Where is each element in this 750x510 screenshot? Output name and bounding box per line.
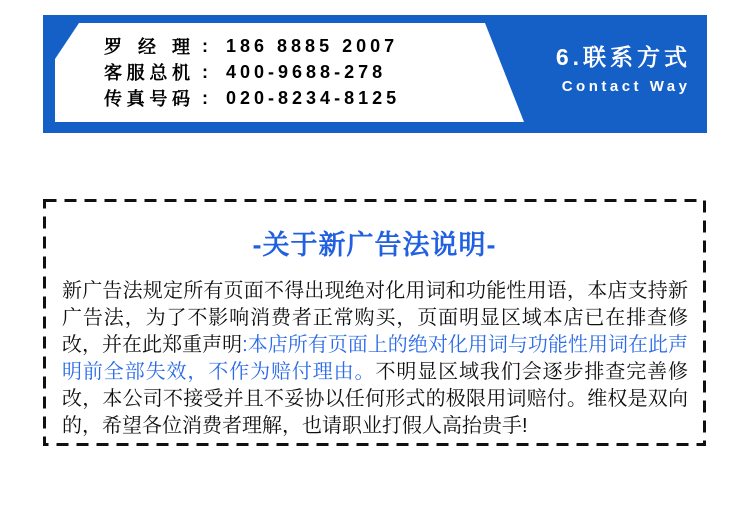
- contact-phone-number: 186 8885 2007: [226, 35, 399, 56]
- notice-text-part1: 新广告法规定所有页面不得出现绝对化用词和功能性用语，本店支持新广告法，为了不影响消费者正常购买，页面明显区域本店已在排查修改，并在此郑重声明: [62, 280, 688, 356]
- contact-label: 罗经理: [104, 37, 190, 57]
- contact-row-hotline: [104, 59, 400, 85]
- notice-text-highlight: :本店所有页面上的绝对化用词与功能性用词在此声明前全部失效，不作为赔付理由。: [62, 334, 689, 383]
- contact-fax-number: 020-8234-8125: [226, 87, 401, 108]
- contact-row-manager: [104, 33, 400, 59]
- section-title-cn: 6.联系方式: [555, 44, 691, 70]
- contact-colon: :: [202, 61, 208, 82]
- section-title-en: Contact Way: [561, 78, 691, 95]
- contact-label: 传真号码: [104, 89, 190, 109]
- contact-row-fax: [104, 85, 400, 111]
- contact-colon: :: [202, 35, 208, 56]
- notice-title: -关于新广告法说明-: [252, 230, 497, 260]
- contact-list: [104, 33, 400, 111]
- contact-banner: [43, 15, 707, 133]
- notice-paragraph: [62, 278, 688, 440]
- contact-label: 客服总机: [104, 63, 190, 83]
- notice-text-part3: 不明显区域我们会逐步排查完善修改，本公司不接受并且不妥协以任何形式的极限用词赔付。维权是双向的，希望各位消费者理解，也请职业打假人高抬贵手!: [62, 361, 689, 437]
- section-heading: [555, 43, 691, 95]
- contact-colon: :: [202, 87, 208, 108]
- contact-hotline-number: 400-9688-278: [226, 61, 387, 82]
- notice-box: [43, 199, 706, 446]
